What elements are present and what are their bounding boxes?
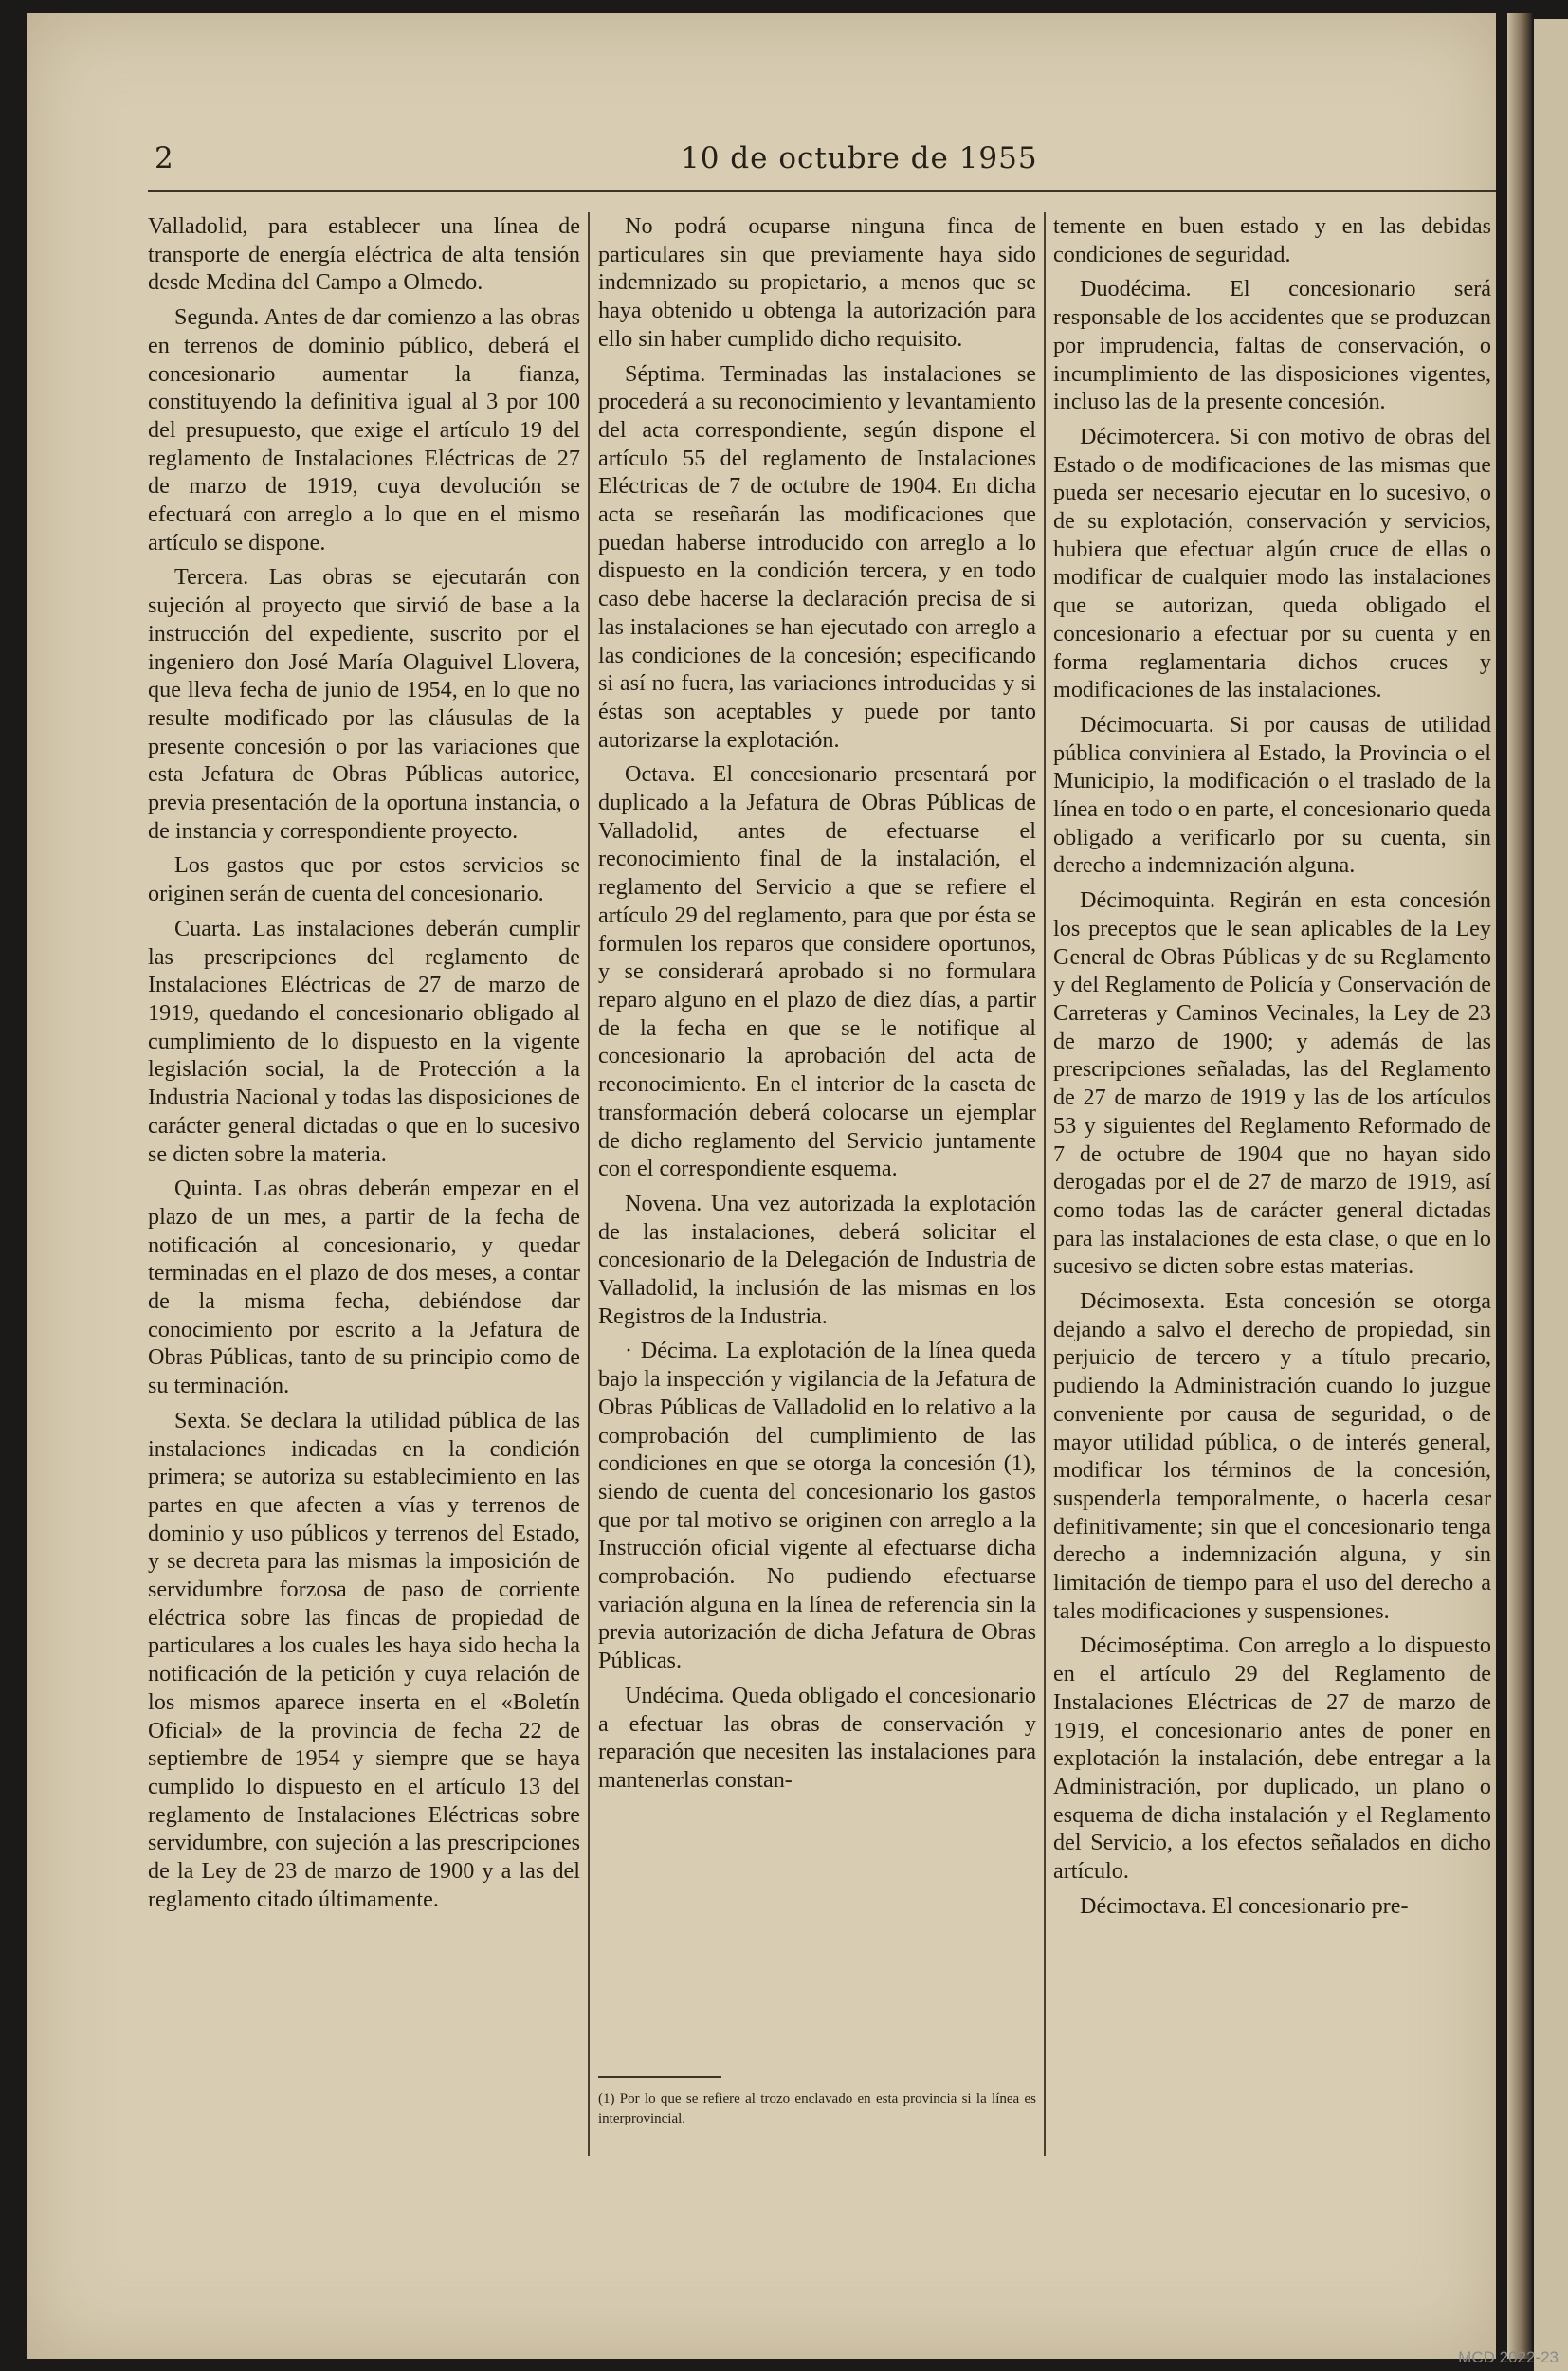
running-head-date: 10 de octubre de 1955 — [681, 141, 1038, 175]
paragraph: Quinta. Las obras deberán empezar en el plazo de un mes, a partir de la fecha de notificación al concesionario, y quedar terminadas en el plazo de dos meses, a contar de la misma fecha, debiéndose dar conocimiento por escrito a la Jefatura de Obras Públicas, tanto de su principio como de su terminación. — [148, 1176, 580, 1399]
paragraph: Los gastos que por estos servicios se originen serán de cuenta del concesionario. — [148, 852, 580, 907]
paragraph: Décimoquinta. Regirán en esta concesión los preceptos que le sean aplicables de la Ley General de Obras Públicas y de su Reglamento y del Reglamento de Policía y Conservación de Carreteras y Caminos Vecinales, la Ley de 23 de marzo de 1900; y además de las prescripciones señaladas, las del Reglamento de 27 de marzo de 1919 y las de los artículos 53 y siguientes del Reglamento Reformado de 7 de octubre de 1904 que no hayan sido derogadas por el de 27 de marzo de 1919, así como todas las de carácter general dictadas para las instalaciones de esta clase, o que en lo sucesivo se dicten sobre estas materias. — [1053, 887, 1491, 1280]
text-column-1 — [148, 212, 580, 2165]
text-column-3 — [1053, 212, 1491, 2165]
paragraph: Segunda. Antes de dar comienzo a las obras en terrenos de dominio público, deberá el concesionario aumentar la fianza, constituyendo la definitiva igual al 3 por 100 del presupuesto, que exige el artículo 19 del reglamento de Instalaciones Eléctricas de 27 de marzo de 1919, cuya devolución se efectuará con arreglo a lo que en el mismo artículo se dispone. — [148, 304, 580, 556]
paragraph: Sexta. Se declara la utilidad pública de las instalaciones indicadas en la condición primera; se autoriza su establecimiento en las partes en que afecten a vías y terrenos de dominio y uso públicos y terrenos del Estado, y se decreta para las mismas la imposición de servidumbre forzosa de paso de corriente eléctrica sobre las fincas de propiedad de particulares a los cuales les haya sido hecha la notificación de la petición y cuya relación de los mismos aparece inserta en el «Boletín Oficial» de la provincia de fecha 22 de septiembre de 1954 y siempre que se haya cumplido lo dispuesto en el artículo 13 del reglamento de Instalaciones Eléctricas sobre servidumbre, con sujeción a las prescripciones de la Ley de 23 de marzo de 1900 y a las del reglamento citado últimamente. — [148, 1407, 580, 1912]
page-number: 2 — [155, 141, 173, 175]
page-gutter — [1507, 13, 1532, 2359]
footnote: (1) Por lo que se refiere al trozo enclavado en esta provincia si la línea es interprovincial. — [598, 2091, 1036, 2126]
paragraph: Cuarta. Las instalaciones deberán cumplir las prescripciones del reglamento de Instalaciones Eléctricas de 27 de marzo de 1919, quedando el concesionario obligado al cumplimiento de lo dispuesto en la vigente legislación social, la de Protección a la Industria Nacional y todas las disposiciones de carácter general dictadas o que en lo sucesivo se dicten sobre la materia. — [148, 915, 580, 1167]
header-rule — [148, 190, 1496, 192]
adjacent-page-edge — [1534, 19, 1568, 2371]
paragraph: Décimoséptima. Con arreglo a lo dispuesto en el artículo 29 del Reglamento de Instalaciones Eléctricas de 27 de marzo de 1919, el concesionario antes de poner en explotación la instalación, debe entregar a la Administración, por duplicado, un plano o esquema de dicha instalación y el Reglamento del Servicio, a los efectos señalados en dicho artículo. — [1053, 1632, 1491, 1885]
document-page — [27, 13, 1496, 2359]
paragraph: Duodécima. El concesionario será responsable de los accidentes que se produzcan por imprudencia, faltas de conservación, o incumplimiento de las disposiciones vigentes, incluso las de la presente concesión. — [1053, 276, 1491, 415]
paragraph: Séptima. Terminadas las instalaciones se procederá a su reconocimiento y levantamiento del acta correspondiente, según dispone el artículo 55 del reglamento de Instalaciones Eléctricas de 7 de octubre de 1904. En dicha acta se reseñarán las modificaciones que puedan haberse introducido con arreglo a lo dispuesto en la condición tercera, y en todo caso debe hacerse la declaración precisa de si las instalaciones se han ejecutado con arreglo a las condiciones de la concesión; especificando si así no fuera, las variaciones introducidas y si éstas son aceptables y puede por tanto autorizarse la explotación. — [598, 360, 1036, 753]
paragraph: Décimotercera. Si con motivo de obras del Estado o de modificaciones de las mismas que pueda ser necesario ejecutar en lo sucesivo, o de su explotación, conservación y servicios, hubiera que efectuar algún cruce de ellas o modificar de cualquier modo las instalaciones que se autorizan, queda obligado el concesionario a efectuar por su cuenta y en forma reglamentaria dichos cruces y modificaciones de las instalaciones. — [1053, 423, 1491, 703]
paragraph: Octava. El concesionario presentará por duplicado a la Jefatura de Obras Públicas de Valladolid, antes de efectuarse el reconocimiento final de la instalación, el reglamento del Servicio a que se refiere el artículo 29 del reglamento, para que por ésta se formulen los reparos que considere oportunos, y se considerará aprobado si no formulara reparo alguno en el plazo de diez días, a partir de la fecha en que se le notifique al concesionario la aprobación del acta de reconocimiento. En el interior de la caseta de transformación deberá colocarse un ejemplar de dicho reglamento del Servicio juntamente con el correspondiente esquema. — [598, 761, 1036, 1182]
paragraph: Décimocuarta. Si por causas de utilidad pública conviniera al Estado, la Provincia o el Municipio, la modificación o el traslado de la línea en todo o en parte, el concesionario queda obligado a verificarlo por su cuenta, sin derecho a indemnización alguna. — [1053, 711, 1491, 879]
paragraph: Décimosexta. Esta concesión se otorga dejando a salvo el derecho de propiedad, sin perjuicio de tercero y a título precario, pudiendo la Administración cuando lo juzgue conveniente por causa de seguridad, o de mayor utilidad pública, o de interés general, modificar los términos de la concesión, suspenderla temporalmente, o hacerla cesar definitivamente; sin que el concesionario tenga derecho a indemnización alguna, y sin limitación de tiempo para el uso del derecho a tales modificaciones y suspensiones. — [1053, 1288, 1491, 1624]
footnote-rule — [598, 2076, 721, 2078]
paragraph: temente en buen estado y en las debidas condiciones de seguridad. — [1053, 213, 1491, 267]
column-divider — [588, 212, 590, 2156]
paragraph: Undécima. Queda obligado el concesionario a efectuar las obras de conservación y reparación que necesiten las instalaciones para mantenerlas constan- — [598, 1682, 1036, 1793]
text-column-2 — [598, 212, 1036, 2165]
paragraph: Valladolid, para establecer una línea de transporte de energía eléctrica de alta tensión desde Medina del Campo a Olmedo. — [148, 213, 580, 296]
paragraph: · Décima. La explotación de la línea queda bajo la inspección y vigilancia de la Jefatura de Obras Públicas de Valladolid en lo relativo a la comprobación del cumplimiento de las condiciones en que se otorga la concesión (1), siendo de cuenta del concesionario los gastos que por tal motivo se originen con arreglo a la Instrucción oficial vigente al efectuarse dicha comprobación. No pudiendo efectuarse variación alguna en la línea de referencia sin la previa autorización de dicha Jefatura de Obras Públicas. — [598, 1338, 1036, 1674]
column-divider — [1044, 212, 1046, 2156]
watermark: MCD 2022-23 — [1458, 2348, 1559, 2366]
paragraph: Novena. Una vez autorizada la explotación de las instalaciones, deberá solicitar el concesionario de la Delegación de Industria de Valladolid, la inclusión de las mismas en los Registros de la Industria. — [598, 1190, 1036, 1329]
paragraph: Tercera. Las obras se ejecutarán con sujeción al proyecto que sirvió de base a la instrucción del expediente, suscrito por el ingeniero don José María Olaguivel Llovera, que lleva fecha de junio de 1954, en lo que no resulte modificado por las cláusulas de la presente concesión o por las variaciones que esta Jefatura de Obras Públicas autorice, previa presentación de la oportuna instancia, o de instancia y correspondiente proyecto. — [148, 564, 580, 844]
paragraph: No podrá ocuparse ninguna finca de particulares sin que previamente haya sido indemnizado su propietario, a menos que se haya obtenido u obtenga la autorización para ello sin haber cumplido dicho requisito. — [598, 213, 1036, 352]
paragraph: Décimoctava. El concesionario pre- — [1080, 1892, 1409, 1919]
